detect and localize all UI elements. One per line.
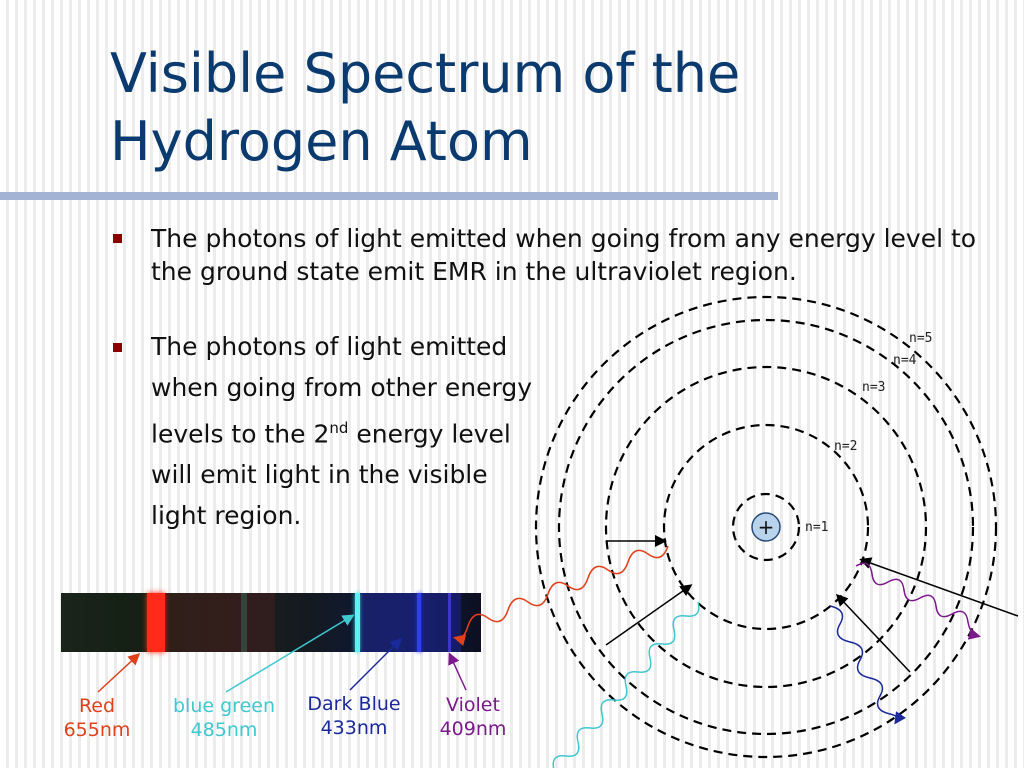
transition-arrow-darkblue: [838, 596, 910, 672]
pointer-red: [98, 655, 138, 692]
pointer-violet: [450, 655, 466, 690]
level-label-n4: n=4: [893, 353, 917, 368]
level-label-n5: n=5: [909, 331, 933, 346]
label-dark-blue-name: Dark Blue: [307, 693, 401, 715]
level-label-n2: n=2: [834, 439, 858, 454]
title-line-2: Hydrogen Atom: [110, 110, 533, 173]
label-blue-green-name: blue green: [173, 695, 275, 717]
label-violet-name: Violet: [446, 694, 500, 716]
title-line-1: Visible Spectrum of the: [110, 42, 741, 105]
photon-wave-violet: [856, 563, 978, 636]
transition-arrow-violet: [862, 560, 1018, 616]
photon-wave-bluegreen: [548, 602, 699, 768]
bullet-2-before: The photons of light emitted when going from other energy levels to the 2: [151, 332, 533, 449]
bullet-1-text: The photons of light emitted when going from any energy level to the ground state emit EMR in the ultraviolet region.: [151, 224, 977, 286]
label-violet-wavelength: 409nm: [439, 718, 507, 740]
label-red-name: Red: [78, 695, 116, 717]
level-label-n1: n=1: [805, 520, 829, 535]
pointer-dark-blue: [350, 640, 400, 690]
bullet-2-superscript: nd: [329, 419, 349, 437]
bullet-2-after: energy level will emit light in the visible light region.: [151, 419, 511, 531]
pointer-blue-green: [226, 616, 352, 692]
nucleus-plus-icon: +: [757, 515, 775, 539]
label-dark-blue-wavelength: 433nm: [320, 717, 388, 739]
level-label-n3: n=3: [862, 380, 886, 395]
label-red-wavelength: 655nm: [63, 719, 131, 741]
label-blue-green-wavelength: 485nm: [190, 719, 258, 741]
